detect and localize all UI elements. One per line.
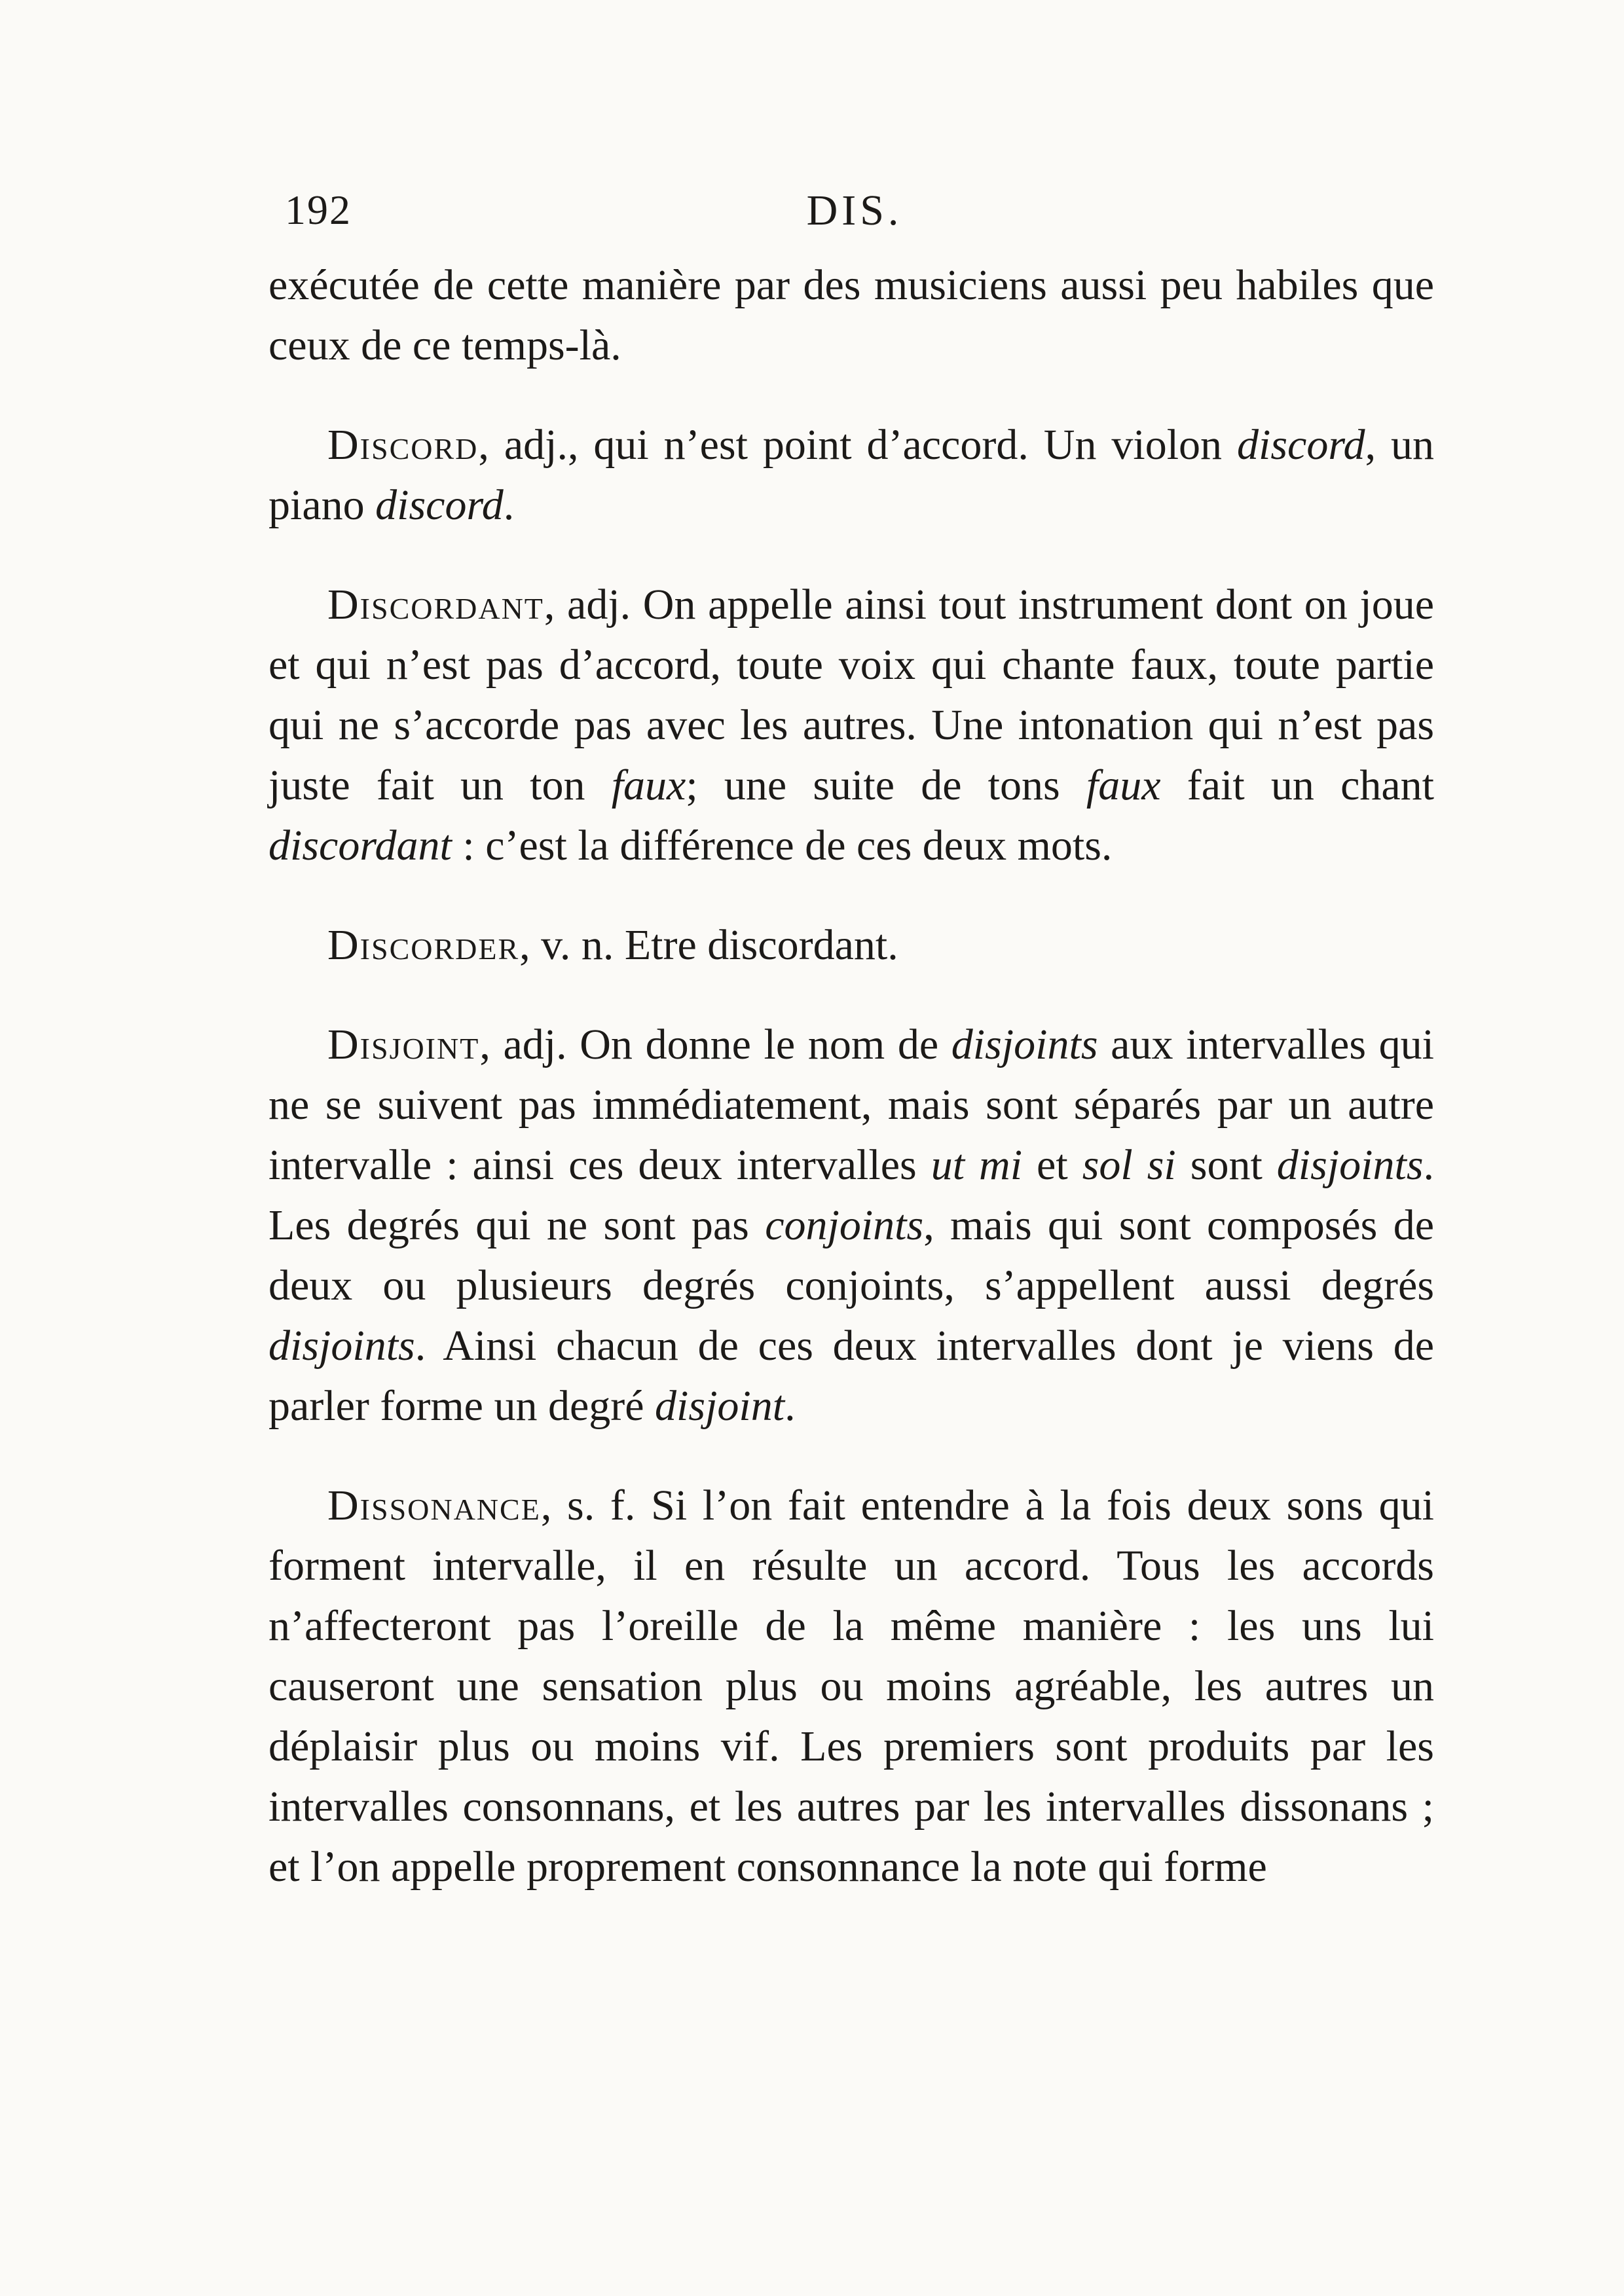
running-head: DIS.	[806, 187, 903, 234]
headword-discordant: Discordant	[327, 581, 544, 629]
entry-discorder: Discorder, v. n. Etre discordant.	[327, 921, 898, 969]
headword-dissonance: Dissonance	[327, 1482, 541, 1529]
page-header	[275, 175, 1434, 241]
page-number: 192	[285, 187, 352, 233]
entry-discordant: Discordant, adj. On appelle ainsi tout instrument dont on joue et qui n’est pas d’accord, toute voix qui chante faux, toute partie qui ne s’accorde pas avec les autres. Une intonation qui n’est pas juste fait un ton faux; une suite de tons faux fait un chant discordant : c’est la différence de ces deux mots.	[268, 581, 1434, 869]
headword-disjoint: Disjoint	[327, 1021, 480, 1068]
headword-discorder: Discorder	[327, 921, 520, 969]
headword-discord: Discord	[327, 421, 479, 469]
page-body	[268, 255, 1434, 1937]
entry-dissonance: Dissonance, s. f. Si l’on fait entendre à la fois deux sons qui forment intervalle, il en résulte un accord. Tous les accords n’affecteront pas l’oreille de la même manière : les uns lui causeront une sensation plus ou moins agréable, les autres un déplaisir plus ou moins vif. Les premiers sont produits par les intervalles consonnans, et les autres par les intervalles dissonans ; et l’on appelle proprement consonnance la note qui forme	[268, 1482, 1434, 1891]
entry-discord: Discord, adj., qui n’est point d’accord. Un violon discord, un piano discord.	[268, 421, 1434, 529]
continuation-paragraph: exécutée de cette manière par des musiciens aussi peu habiles que ceux de ce temps-là.	[268, 261, 1434, 369]
entry-disjoint: Disjoint, adj. On donne le nom de disjoints aux intervalles qui ne se suivent pas immédiatement, mais sont séparés par un autre intervalle : ainsi ces deux intervalles ut mi et sol si sont disjoints. Les degrés qui ne sont pas conjoints, mais qui sont composés de deux ou plusieurs degrés conjoints, s’appellent aussi degrés disjoints. Ainsi chacun de ces deux intervalles dont je viens de parler forme un degré disjoint.	[268, 1021, 1435, 1430]
